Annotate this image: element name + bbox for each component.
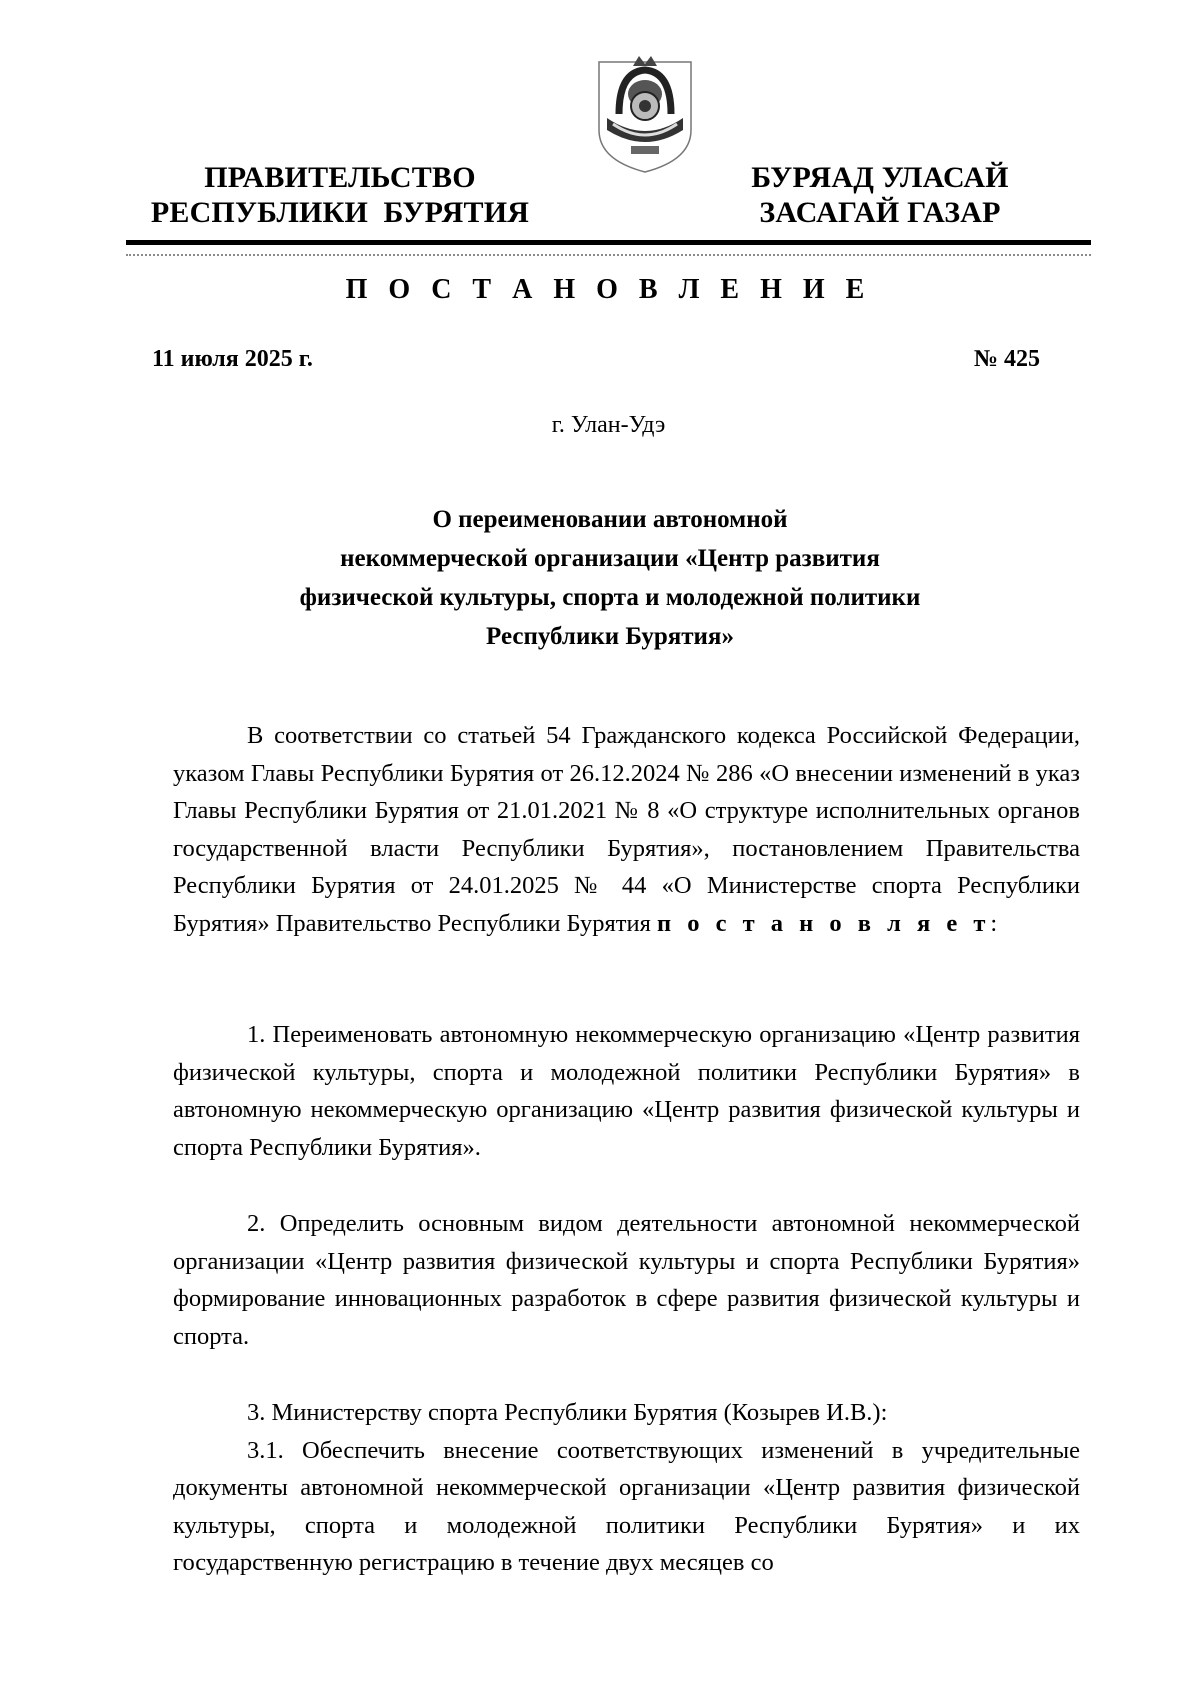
org-name-buryat-line1: БУРЯАД УЛАСАЙ xyxy=(751,161,1009,194)
document-date: 11 июля 2025 г. xyxy=(152,346,313,372)
org-name-buryat-line2: ЗАСАГАЙ ГАЗАР xyxy=(759,196,1001,229)
header-rule-dotted xyxy=(126,254,1091,256)
coat-of-arms-icon xyxy=(593,52,697,177)
preamble-resolves: п о с т а н о в л я е т xyxy=(657,909,991,937)
title-line-4: Республики Бурятия» xyxy=(486,623,734,650)
document-type: П О С Т А Н О В Л Е Н И Е xyxy=(345,274,872,305)
document-title xyxy=(250,500,970,656)
header-rule-thick xyxy=(126,240,1091,245)
org-name-buryat xyxy=(700,160,1060,230)
org-name-russian-line1: ПРАВИТЕЛЬСТВО xyxy=(204,161,476,194)
item-3-paragraph xyxy=(173,1394,1080,1582)
org-name-russian xyxy=(150,160,530,230)
document-number: № 425 xyxy=(973,346,1040,372)
item-1-paragraph xyxy=(173,1016,1080,1166)
org-name-russian-line2: РЕСПУБЛИКИ БУРЯТИЯ xyxy=(150,196,530,229)
item-3-1-text: 3.1. Обеспечить внесение соответствующих изменений в учредительные документы автономной некоммерческой организации «Центр развития физической культуры, спорта и молодежной политики Республики Бурятия» и их государственную регистрацию в течение двух месяцев со xyxy=(173,1436,1080,1576)
item-1-text: 1. Переименовать автономную некоммерческую организацию «Центр развития физической культуры, спорта и молодежной политики Республики Бурятия» в автономную некоммерческую организацию «Центр развития физической культуры и спорта Республики Бурятия». xyxy=(173,1021,1080,1161)
preamble-text: В соответствии со статьей 54 Гражданского кодекса Российской Федерации, указом Главы Республики Бурятия от 26.12.2024 № 286 «О внесении изменений в указ Главы Республики Бурятия от 21.01.2021 № 8 «О структуре исполнительных органов государственной власти Республики Бурятия», постановлением Правительства Республики Бурятия от 24.01.2025 № 44 «О Министерстве спорта Республики Бурятия» Правительство Республики Бурятия xyxy=(173,722,1080,937)
title-line-3: физической культуры, спорта и молодежной политики xyxy=(299,584,921,611)
preamble-colon: : xyxy=(990,909,998,937)
title-line-1: О переименовании автономной xyxy=(432,506,788,533)
item-2-text: 2. Определить основным видом деятельности автономной некоммерческой организации «Центр развития физической культуры и спорта Республики Бурятия» формирование инновационных разработок в сфере развития физической культуры и спорта. xyxy=(173,1210,1080,1350)
preamble-paragraph xyxy=(173,717,1080,942)
item-3-text: 3. Министерству спорта Республики Бурятия (Козырев И.В.): xyxy=(247,1399,888,1426)
document-city: г. Улан-Удэ xyxy=(551,412,666,438)
title-line-2: некоммерческой организации «Центр развития xyxy=(340,545,880,572)
item-2-paragraph xyxy=(173,1205,1080,1355)
